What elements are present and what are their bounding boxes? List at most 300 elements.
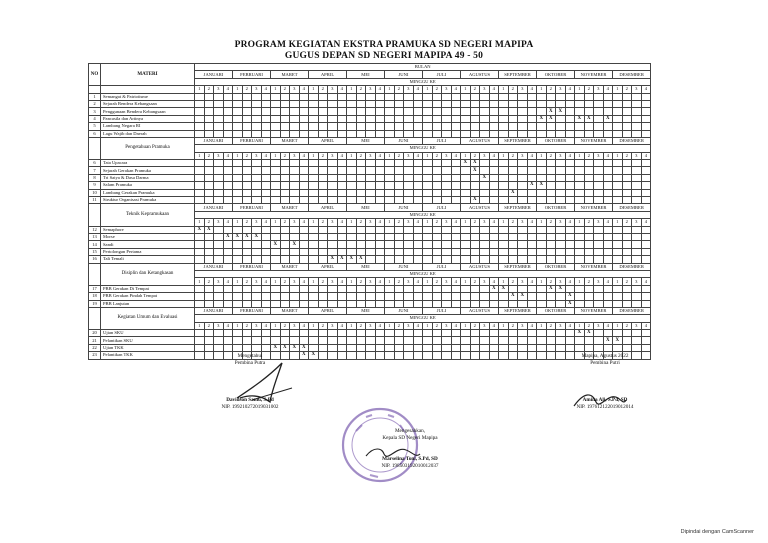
schedule-cell	[233, 93, 243, 100]
week-number: 4	[527, 278, 537, 285]
schedule-cell	[413, 293, 423, 300]
schedule-cell	[480, 256, 490, 263]
schedule-cell	[223, 256, 233, 263]
schedule-cell	[641, 300, 651, 307]
page-margin	[716, 0, 768, 543]
schedule-cell	[261, 233, 271, 240]
schedule-cell	[546, 197, 556, 204]
schedule-cell	[318, 285, 328, 292]
month-header: AGUSTUS	[461, 263, 499, 270]
schedule-cell	[195, 256, 205, 263]
schedule-cell	[632, 182, 642, 189]
schedule-cell	[385, 337, 395, 344]
schedule-cell	[480, 344, 490, 351]
week-number: 3	[290, 86, 300, 93]
schedule-cell	[404, 226, 414, 233]
week-number: 2	[508, 322, 518, 329]
schedule-cell	[451, 352, 461, 359]
schedule-cell	[556, 233, 566, 240]
schedule-cell	[347, 123, 357, 130]
schedule-cell	[242, 248, 252, 255]
schedule-cell	[451, 233, 461, 240]
schedule-cell	[632, 160, 642, 167]
schedule-cell	[318, 100, 328, 107]
week-number: 2	[204, 152, 214, 159]
month-header: NOVEMBER	[575, 263, 613, 270]
schedule-cell	[603, 93, 613, 100]
schedule-cell	[385, 100, 395, 107]
schedule-cell	[556, 197, 566, 204]
schedule-cell	[546, 189, 556, 196]
week-number: 1	[309, 278, 319, 285]
schedule-cell	[575, 130, 585, 137]
schedule-cell	[546, 300, 556, 307]
schedule-cell	[432, 100, 442, 107]
schedule-cell	[470, 182, 480, 189]
row-number: 21	[89, 337, 101, 344]
week-number: 3	[594, 152, 604, 159]
schedule-cell	[546, 182, 556, 189]
week-number: 1	[347, 278, 357, 285]
schedule-cell	[556, 293, 566, 300]
schedule-cell	[318, 226, 328, 233]
week-number: 1	[385, 219, 395, 226]
schedule-cell	[413, 197, 423, 204]
schedule-mark: X	[337, 256, 347, 263]
schedule-cell	[508, 248, 518, 255]
schedule-cell	[641, 226, 651, 233]
table-row	[89, 285, 651, 292]
schedule-cell	[195, 108, 205, 115]
schedule-cell	[508, 330, 518, 337]
schedule-cell	[499, 123, 509, 130]
schedule-cell	[252, 337, 262, 344]
schedule-cell	[518, 130, 528, 137]
week-number: 1	[537, 86, 547, 93]
week-number: 3	[252, 152, 262, 159]
signature-name: Amina Ali, S.Pd, SD	[582, 397, 628, 403]
schedule-cell	[347, 241, 357, 248]
schedule-cell	[565, 189, 575, 196]
schedule-cell	[461, 174, 471, 181]
schedule-cell	[575, 167, 585, 174]
schedule-cell	[632, 241, 642, 248]
schedule-cell	[442, 160, 452, 167]
schedule-cell	[546, 167, 556, 174]
schedule-cell	[470, 108, 480, 115]
week-number: 3	[518, 86, 528, 93]
schedule-cell	[337, 233, 347, 240]
week-number: 4	[489, 152, 499, 159]
schedule-cell	[290, 160, 300, 167]
schedule-cell	[423, 174, 433, 181]
schedule-cell	[309, 189, 319, 196]
schedule-cell	[575, 344, 585, 351]
week-number: 4	[565, 86, 575, 93]
schedule-cell	[242, 167, 252, 174]
schedule-cell	[594, 226, 604, 233]
schedule-cell	[404, 248, 414, 255]
schedule-cell	[518, 160, 528, 167]
week-number: 2	[546, 322, 556, 329]
week-number: 4	[451, 219, 461, 226]
schedule-cell	[223, 241, 233, 248]
schedule-cell	[461, 123, 471, 130]
schedule-mark: X	[556, 108, 566, 115]
schedule-cell	[518, 233, 528, 240]
row-number: 23	[89, 352, 101, 359]
schedule-cell	[271, 100, 281, 107]
schedule-cell	[233, 256, 243, 263]
schedule-cell	[214, 344, 224, 351]
schedule-cell	[204, 285, 214, 292]
month-header: JULI	[423, 204, 461, 211]
schedule-cell	[318, 337, 328, 344]
schedule-cell	[518, 189, 528, 196]
schedule-cell	[451, 130, 461, 137]
schedule-cell	[404, 197, 414, 204]
week-number: 2	[546, 152, 556, 159]
schedule-cell	[233, 330, 243, 337]
week-number: 2	[584, 278, 594, 285]
row-activity: Lambang Gerakan Pramuka	[101, 189, 195, 196]
week-number: 4	[223, 322, 233, 329]
schedule-cell	[223, 108, 233, 115]
signature-label: Mengetahui	[237, 353, 263, 359]
week-number: 1	[613, 152, 623, 159]
table-row	[89, 256, 651, 263]
schedule-cell	[347, 344, 357, 351]
week-number: 2	[204, 278, 214, 285]
schedule-cell	[565, 226, 575, 233]
schedule-cell	[309, 93, 319, 100]
schedule-cell	[290, 182, 300, 189]
schedule-mark: X	[518, 293, 528, 300]
schedule-mark: X	[584, 330, 594, 337]
row-number: 12	[89, 226, 101, 233]
schedule-cell	[261, 344, 271, 351]
row-activity: Lambang Negara RI	[101, 123, 195, 130]
month-header: JANUARI	[195, 204, 233, 211]
schedule-cell	[546, 248, 556, 255]
schedule-cell	[508, 93, 518, 100]
schedule-cell	[622, 337, 632, 344]
schedule-cell	[480, 100, 490, 107]
schedule-cell	[356, 115, 366, 122]
schedule-cell	[613, 108, 623, 115]
schedule-mark: X	[565, 293, 575, 300]
schedule-cell	[537, 256, 547, 263]
schedule-cell	[432, 130, 442, 137]
schedule-cell	[309, 248, 319, 255]
week-number: 4	[375, 322, 385, 329]
week-number: 3	[556, 278, 566, 285]
schedule-cell	[461, 293, 471, 300]
week-number: 2	[546, 86, 556, 93]
schedule-cell	[613, 160, 623, 167]
schedule-cell	[508, 182, 518, 189]
schedule-cell	[413, 344, 423, 351]
schedule-cell	[223, 293, 233, 300]
week-number: 2	[470, 152, 480, 159]
schedule-cell	[404, 233, 414, 240]
schedule-cell	[242, 293, 252, 300]
schedule-cell	[499, 241, 509, 248]
schedule-cell	[195, 344, 205, 351]
schedule-cell	[394, 182, 404, 189]
schedule-mark: X	[271, 344, 281, 351]
schedule-cell	[489, 233, 499, 240]
week-number: 3	[632, 86, 642, 93]
schedule-cell	[385, 182, 395, 189]
week-number: 1	[461, 86, 471, 93]
schedule-cell	[366, 167, 376, 174]
schedule-cell	[233, 248, 243, 255]
schedule-cell	[632, 293, 642, 300]
schedule-cell	[461, 241, 471, 248]
schedule-cell	[451, 197, 461, 204]
month-header: DESEMBER	[613, 204, 651, 211]
schedule-cell	[356, 241, 366, 248]
schedule-cell	[622, 226, 632, 233]
schedule-cell	[565, 167, 575, 174]
schedule-cell	[489, 330, 499, 337]
schedule-cell	[489, 248, 499, 255]
schedule-cell	[271, 197, 281, 204]
schedule-cell	[603, 130, 613, 137]
schedule-cell	[204, 182, 214, 189]
schedule-cell	[442, 352, 452, 359]
schedule-cell	[347, 330, 357, 337]
week-number: 2	[394, 322, 404, 329]
schedule-cell	[584, 167, 594, 174]
section-spacer	[89, 137, 101, 159]
schedule-cell	[413, 248, 423, 255]
schedule-cell	[489, 352, 499, 359]
schedule-cell	[233, 182, 243, 189]
schedule-mark: X	[537, 182, 547, 189]
schedule-cell	[394, 285, 404, 292]
schedule-cell	[375, 241, 385, 248]
schedule-cell	[347, 100, 357, 107]
schedule-cell	[337, 108, 347, 115]
week-number: 1	[423, 322, 433, 329]
week-number: 1	[233, 278, 243, 285]
schedule-cell	[461, 330, 471, 337]
schedule-cell	[385, 123, 395, 130]
schedule-cell	[366, 337, 376, 344]
schedule-cell	[337, 285, 347, 292]
schedule-cell	[432, 248, 442, 255]
schedule-cell	[537, 189, 547, 196]
table-row	[89, 123, 651, 130]
week-number: 1	[575, 322, 585, 329]
week-number: 4	[565, 278, 575, 285]
schedule-cell	[527, 189, 537, 196]
week-number: 2	[508, 86, 518, 93]
schedule-cell	[299, 293, 309, 300]
schedule-cell	[223, 248, 233, 255]
schedule-cell	[622, 123, 632, 130]
schedule-cell	[518, 344, 528, 351]
schedule-cell	[290, 330, 300, 337]
schedule-cell	[575, 100, 585, 107]
schedule-cell	[223, 197, 233, 204]
schedule-cell	[622, 330, 632, 337]
schedule-cell	[337, 115, 347, 122]
row-activity: PBB Lanjutan	[101, 300, 195, 307]
schedule-cell	[470, 293, 480, 300]
schedule-cell	[252, 108, 262, 115]
row-activity: Pelantikan SKU	[101, 337, 195, 344]
schedule-cell	[299, 123, 309, 130]
month-header: JUNI	[385, 204, 423, 211]
schedule-cell	[594, 241, 604, 248]
schedule-cell	[518, 100, 528, 107]
schedule-cell	[565, 256, 575, 263]
schedule-cell	[527, 160, 537, 167]
week-number: 4	[375, 152, 385, 159]
schedule-cell	[252, 241, 262, 248]
schedule-cell	[271, 285, 281, 292]
schedule-cell	[337, 160, 347, 167]
schedule-cell	[318, 197, 328, 204]
schedule-cell	[565, 115, 575, 122]
schedule-cell	[347, 248, 357, 255]
schedule-cell	[204, 108, 214, 115]
schedule-cell	[356, 93, 366, 100]
schedule-cell	[423, 189, 433, 196]
schedule-cell	[594, 93, 604, 100]
schedule-cell	[347, 233, 357, 240]
schedule-cell	[432, 337, 442, 344]
schedule-cell	[223, 100, 233, 107]
schedule-mark: X	[565, 300, 575, 307]
row-number: 22	[89, 344, 101, 351]
schedule-cell	[537, 100, 547, 107]
schedule-cell	[404, 344, 414, 351]
schedule-cell	[527, 241, 537, 248]
schedule-cell	[584, 174, 594, 181]
schedule-cell	[261, 100, 271, 107]
table-row	[89, 160, 651, 167]
header-materi: MATERI	[101, 64, 195, 86]
schedule-cell	[480, 93, 490, 100]
schedule-cell	[404, 300, 414, 307]
week-number: 2	[280, 278, 290, 285]
schedule-cell	[499, 344, 509, 351]
schedule-mark: X	[508, 189, 518, 196]
schedule-cell	[413, 256, 423, 263]
row-activity: Sejarah Gerakan Pramuka	[101, 167, 195, 174]
schedule-cell	[423, 300, 433, 307]
schedule-cell	[613, 241, 623, 248]
schedule-cell	[318, 182, 328, 189]
schedule-cell	[603, 189, 613, 196]
schedule-cell	[204, 160, 214, 167]
schedule-cell	[394, 330, 404, 337]
schedule-mark: X	[546, 115, 556, 122]
schedule-cell	[252, 115, 262, 122]
schedule-cell	[451, 337, 461, 344]
schedule-cell	[290, 189, 300, 196]
row-number: 4	[89, 115, 101, 122]
schedule-cell	[233, 167, 243, 174]
week-number: 1	[575, 152, 585, 159]
schedule-cell	[489, 189, 499, 196]
week-number: 1	[195, 322, 205, 329]
schedule-cell	[603, 123, 613, 130]
month-header: SEPTEMBER	[499, 71, 537, 78]
schedule-cell	[556, 130, 566, 137]
schedule-cell	[261, 256, 271, 263]
schedule-cell	[242, 93, 252, 100]
week-number: 3	[366, 152, 376, 159]
schedule-cell	[451, 330, 461, 337]
schedule-cell	[499, 233, 509, 240]
week-number: 1	[537, 152, 547, 159]
week-number: 2	[508, 219, 518, 226]
schedule-cell	[499, 160, 509, 167]
schedule-cell	[432, 226, 442, 233]
schedule-mark: X	[499, 285, 509, 292]
schedule-cell	[337, 93, 347, 100]
table-row	[89, 182, 651, 189]
schedule-cell	[404, 256, 414, 263]
document-title: PROGRAM KEGIATAN EKSTRA PRAMUKA SD NEGERI MAPIPA	[234, 40, 534, 50]
schedule-cell	[413, 233, 423, 240]
schedule-cell	[451, 248, 461, 255]
schedule-cell	[556, 226, 566, 233]
schedule-cell	[480, 123, 490, 130]
schedule-cell	[508, 174, 518, 181]
schedule-cell	[280, 100, 290, 107]
schedule-cell	[252, 182, 262, 189]
month-header: JANUARI	[195, 263, 233, 270]
week-number: 3	[556, 219, 566, 226]
week-number: 3	[480, 278, 490, 285]
schedule-cell	[470, 123, 480, 130]
schedule-cell	[622, 174, 632, 181]
schedule-mark: X	[309, 352, 319, 359]
schedule-cell	[518, 123, 528, 130]
month-header: MEI	[347, 263, 385, 270]
schedule-cell	[252, 130, 262, 137]
week-number: 1	[499, 322, 509, 329]
schedule-cell	[508, 123, 518, 130]
schedule-mark: X	[242, 233, 252, 240]
month-header: SEPTEMBER	[499, 204, 537, 211]
schedule-cell	[404, 115, 414, 122]
schedule-cell	[318, 352, 328, 359]
schedule-cell	[290, 197, 300, 204]
schedule-cell	[575, 197, 585, 204]
schedule-cell	[280, 189, 290, 196]
schedule-cell	[423, 330, 433, 337]
schedule-cell	[271, 189, 281, 196]
week-number: 2	[470, 219, 480, 226]
week-number: 1	[385, 152, 395, 159]
schedule-cell	[366, 233, 376, 240]
schedule-cell	[366, 108, 376, 115]
schedule-cell	[413, 337, 423, 344]
schedule-cell	[584, 226, 594, 233]
schedule-mark: X	[347, 256, 357, 263]
schedule-cell	[432, 285, 442, 292]
schedule-cell	[461, 256, 471, 263]
week-number: 4	[337, 152, 347, 159]
schedule-cell	[432, 182, 442, 189]
